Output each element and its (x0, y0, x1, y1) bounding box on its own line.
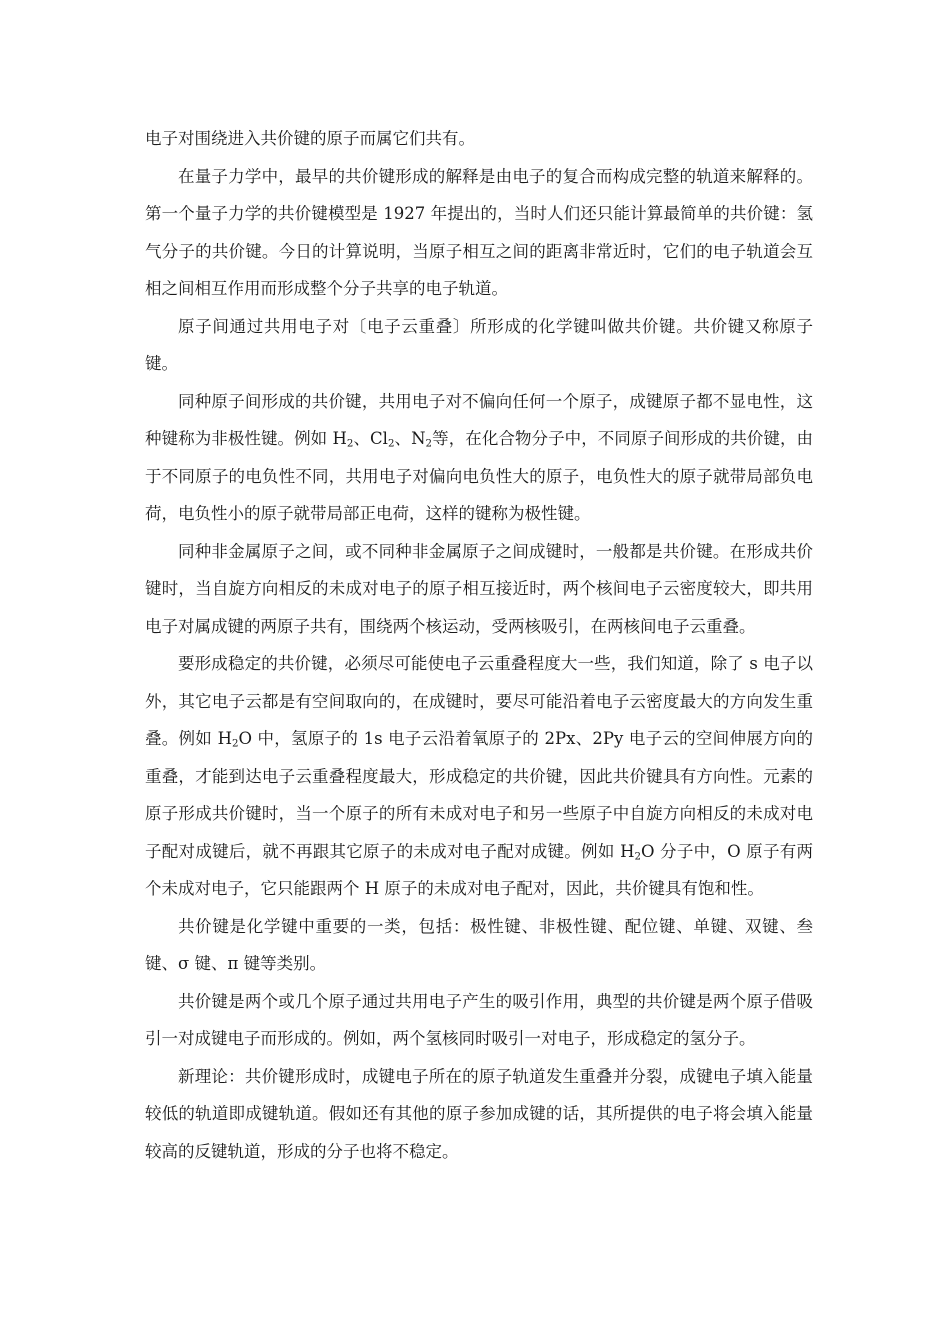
subscript-text: 2 (231, 738, 239, 750)
paragraph-text: 共价键是化学键中重要的一类，包括：极性键、非极性键、配位键、单键、双键、叁键、σ 键、π 键等类别。 (145, 916, 813, 973)
paragraph-text: O 中，氢原子的 1s 电子云沿着氧原子的 2Px、2Py 电子云的空间伸展方向的重叠，才能到达电子云重叠程度最大，形成稳定的共价键，因此共价键具有方向性。元素的原子形成共价键时，当一个原子的所有未成对电子和另一些原子中自旋方向相反的未成对电子配对成键后，就不再跟其它原子的未成对电子配对成键。例如 H (145, 729, 814, 861)
subscript-text: 2 (387, 438, 395, 450)
paragraph-text: 、N (394, 429, 426, 448)
paragraph-text: O 分子中，O 原子有两个未成对电子，它只能跟两个 H 原子的未成对电子配对，因此，共价键具有饱和性。 (145, 841, 813, 898)
paragraph (145, 158, 813, 308)
subscript-text: 2 (425, 438, 433, 450)
paragraph (145, 383, 813, 533)
paragraph (145, 645, 813, 908)
paragraph-text: 同种原子间形成的共价键，共用电子对不偏向任何一个原子，成键原子都不显电性，这种键称为非极性键。例如 H (145, 391, 813, 448)
paragraph (145, 533, 813, 646)
paragraph-text: 在量子力学中，最早的共价键形成的解释是由电子的复合而构成完整的轨道来解释的。第一个量子力学的共价键模型是 1927 年提出的，当时人们还只能计算最简单的共价键：氢气分子的共价键。今日的计算说明，当原子相互之间的距离非常近时，它们的电子轨道会互相之间相互作用而形成整个分子共享的电子轨道。 (145, 166, 813, 298)
paragraph (145, 983, 813, 1058)
paragraph-text: 原子间通过共用电子对〔电子云重叠〕所形成的化学键叫做共价键。共价键又称原子键。 (145, 316, 813, 373)
paragraph-text: 要形成稳定的共价键，必须尽可能使电子云重叠程度大一些，我们知道，除了 s 电子以外，其它电子云都是有空间取向的，在成键时，要尽可能沿着电子云密度最大的方向发生重叠。例如 H (145, 654, 813, 748)
subscript-text: 2 (634, 851, 642, 863)
paragraph-text: 同种非金属原子之间，或不同种非金属原子之间成键时，一般都是共价键。在形成共价键时，当自旋方向相反的未成对电子的原子相互接近时，两个核间电子云密度较大，即共用电子对属成键的两原子共有，围绕两个核运动，受两核吸引，在两核间电子云重叠。 (145, 541, 813, 636)
document-body (145, 120, 813, 1170)
paragraph (145, 120, 813, 158)
paragraph-text: 共价键是两个或几个原子通过共用电子产生的吸引作用，典型的共价键是两个原子借吸引一对成键电子而形成的。例如，两个氢核同时吸引一对电子，形成稳定的氢分子。 (145, 991, 813, 1048)
paragraph-text: 电子对围绕进入共价键的原子而属它们共有。 (145, 129, 475, 148)
paragraph (145, 908, 813, 983)
paragraph-text: 、Cl (353, 429, 388, 448)
subscript-text: 2 (346, 438, 354, 450)
paragraph (145, 308, 813, 383)
paragraph-text: 新理论：共价键形成时，成键电子所在的原子轨道发生重叠并分裂，成键电子填入能量较低的轨道即成键轨道。假如还有其他的原子参加成键的话，其所提供的电子将会填入能量较高的反键轨道，形成的分子也将不稳定。 (145, 1066, 813, 1161)
paragraph (145, 1058, 813, 1171)
paragraph-text: 等，在化合物分子中，不同原子间形成的共价键，由于不同原子的电负性不同，共用电子对偏向电负性大的原子，电负性大的原子就带局部负电荷，电负性小的原子就带局部正电荷，这样的键称为极性键。 (145, 429, 814, 523)
